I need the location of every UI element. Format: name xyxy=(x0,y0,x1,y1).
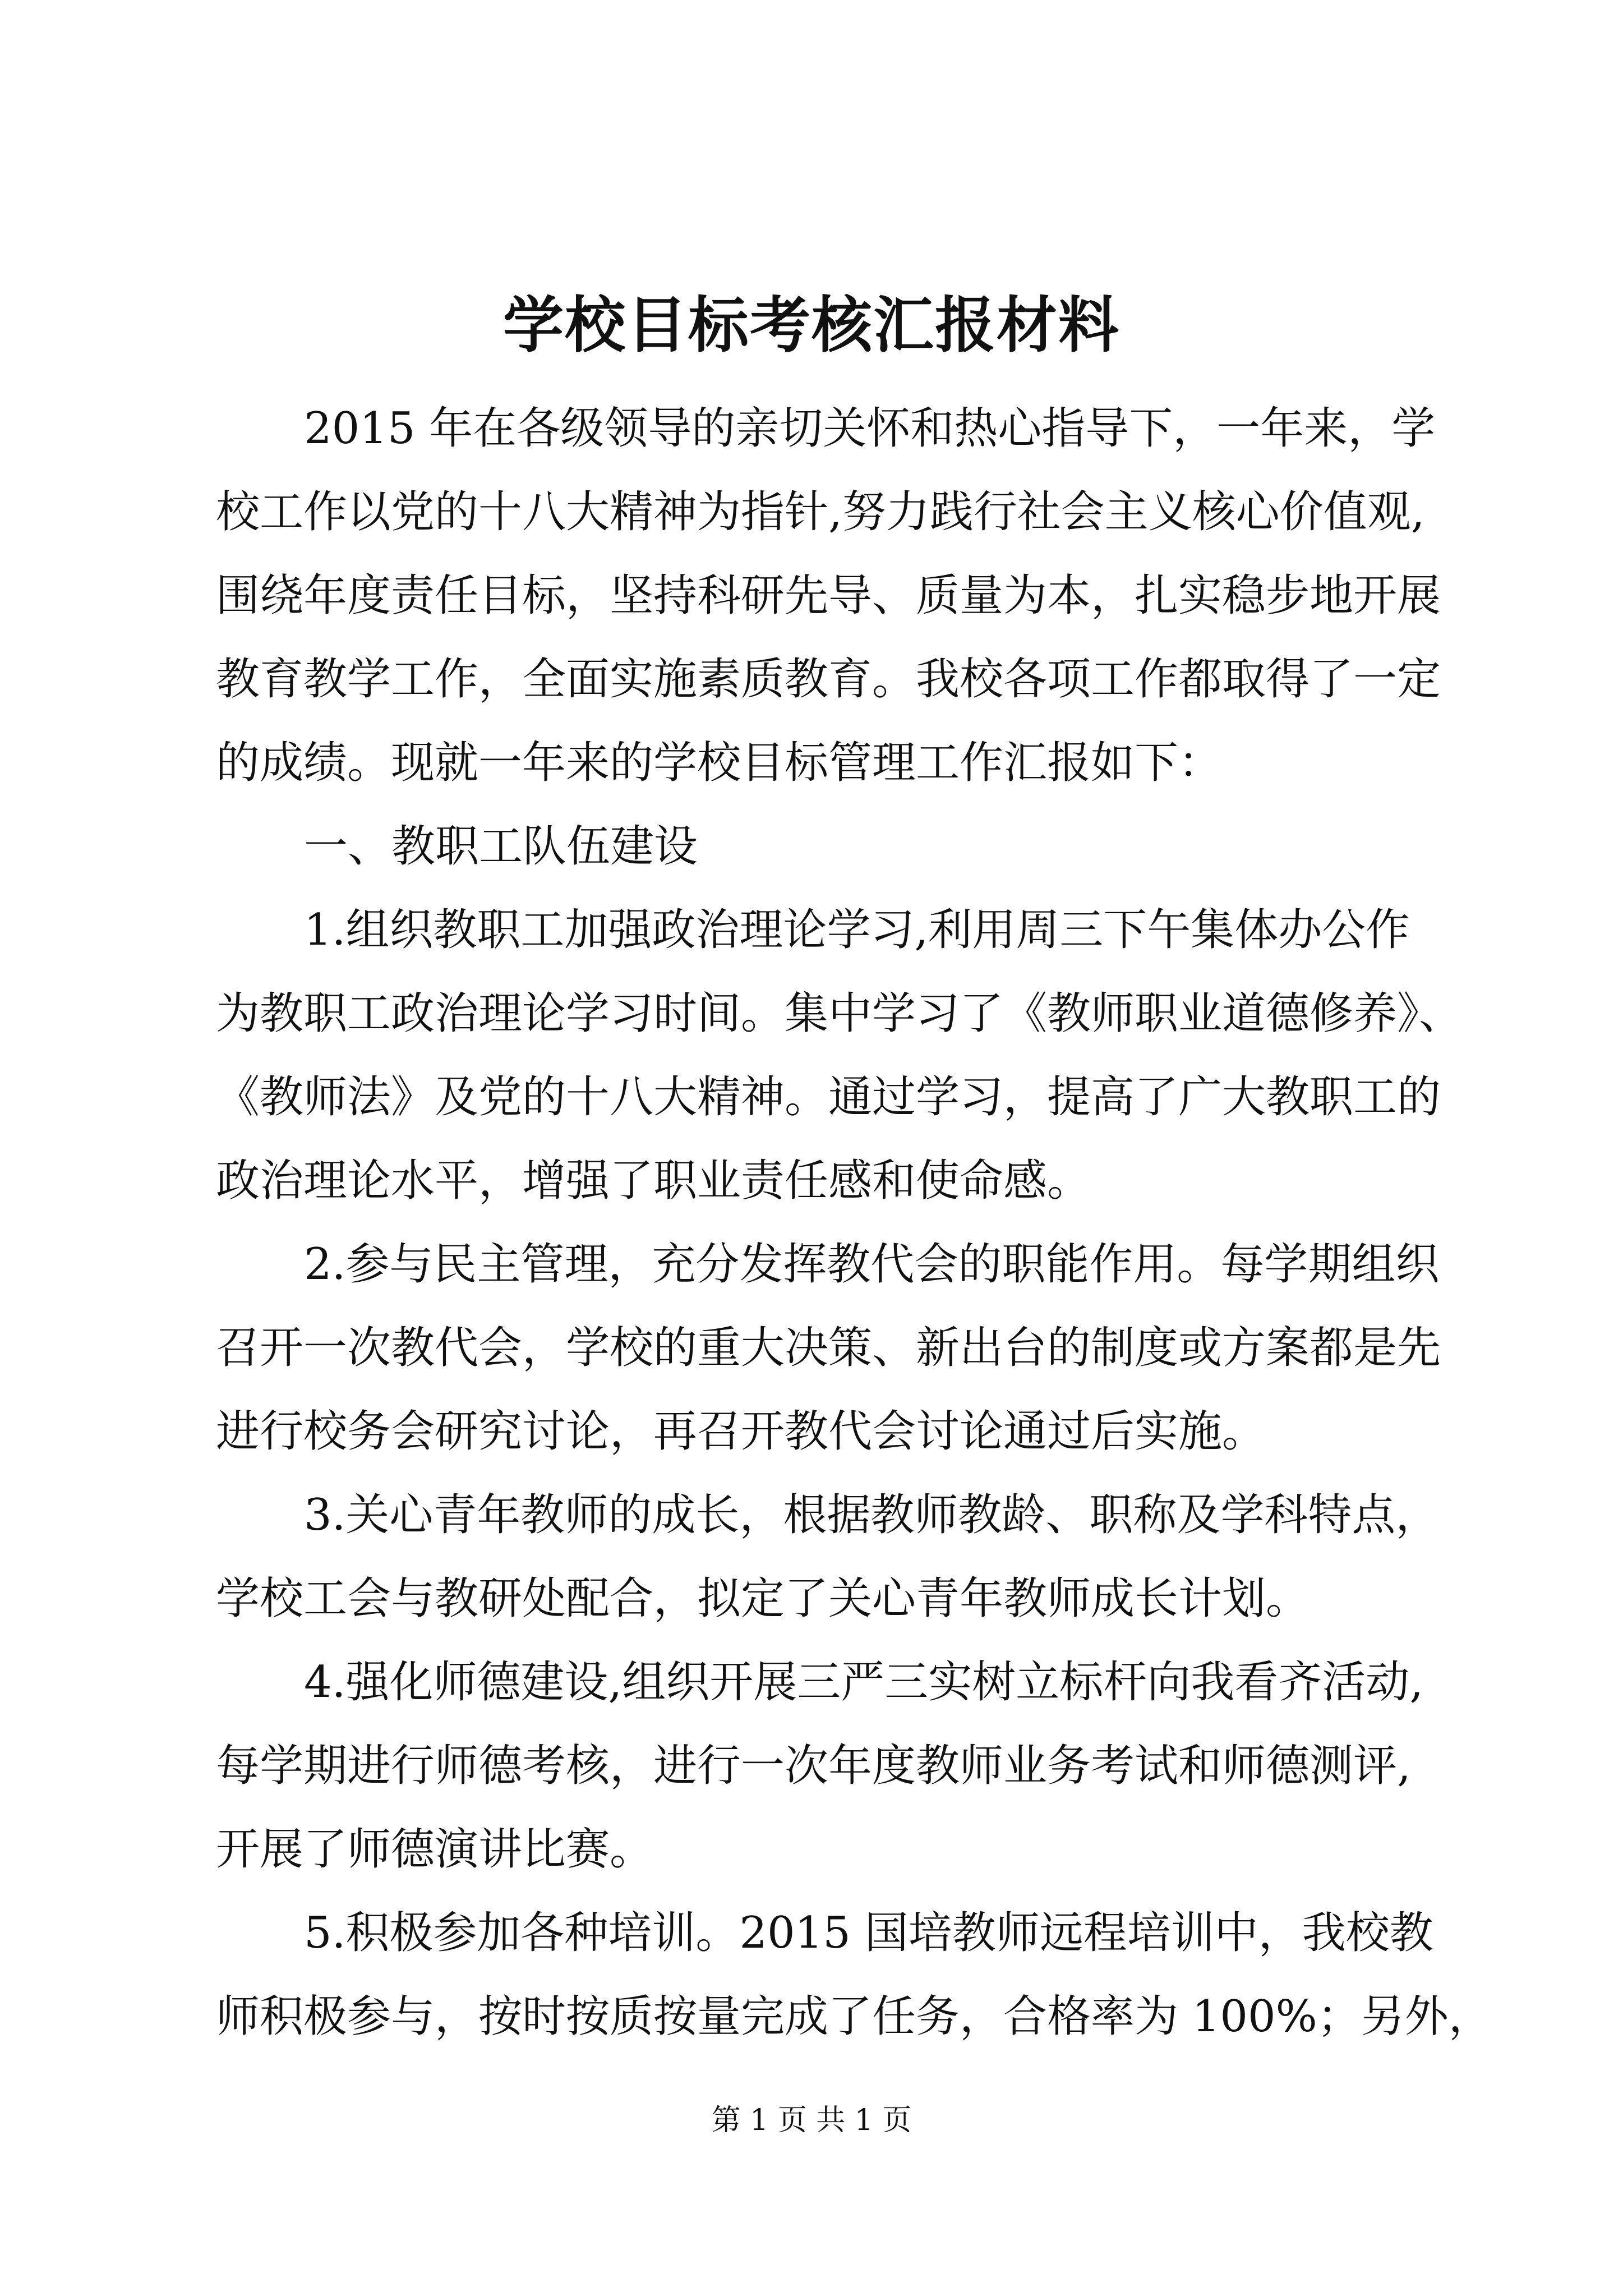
body-line: 3.关心青年教师的成长，根据教师教龄、职称及学科特点， xyxy=(304,1490,1440,1540)
body-line: 政治理论水平，增强了职业责任感和使命感。 xyxy=(216,1156,1091,1206)
body-line: 为教职工政治理论学习时间。集中学习了《教师职业道德修养》、 xyxy=(216,988,1463,1039)
body-line: 围绕年度责任目标，坚持科研先导、质量为本，扎实稳步地开展 xyxy=(216,570,1441,621)
body-line: 2.参与民主管理，充分发挥教代会的职能作用。每学期组织 xyxy=(304,1239,1440,1290)
body-line: 校工作以党的十八大精神为指针,努力践行社会主义核心价值观, xyxy=(216,487,1425,537)
body-line: 教育教学工作，全面实施素质教育。我校各项工作都取得了一定 xyxy=(216,654,1441,705)
document-title: 学校目标考核汇报材料 xyxy=(502,290,1120,361)
body-line: 每学期进行师德考核，进行一次年度教师业务考试和师德测评, xyxy=(216,1741,1411,1791)
body-line: 5.积极参加各种培训。2015 国培教师远程培训中，我校教 xyxy=(304,1908,1433,1958)
body-line: 《教师法》及党的十八大精神。通过学习，提高了广大教职工的 xyxy=(216,1072,1441,1122)
body-line: 1.组织教职工加强政治理论学习,利用周三下午集体办公作 xyxy=(304,905,1410,955)
page-footer: 第 1 页 共 1 页 xyxy=(711,2104,912,2137)
section-heading: 一、教职工队伍建设 xyxy=(304,821,698,872)
body-line: 2015 年在各级领导的亲切关怀和热心指导下，一年来，学 xyxy=(304,403,1436,454)
body-line: 进行校务会研究讨论，再召开教代会讨论通过后实施。 xyxy=(216,1406,1266,1457)
body-line: 学校工会与教研处配合，拟定了关心青年教师成长计划。 xyxy=(216,1573,1310,1624)
body-line: 4.强化师德建设,组织开展三严三实树立标杆向我看齐活动, xyxy=(304,1657,1424,1708)
body-line: 的成绩。现就一年来的学校目标管理工作汇报如下： xyxy=(216,738,1223,788)
body-line: 师积极参与，按时按质按量完成了任务，合格率为 100%；另外， xyxy=(216,1991,1492,2042)
body-line: 开展了师德演讲比赛。 xyxy=(216,1824,654,1875)
document-body xyxy=(216,387,1492,2059)
body-line: 召开一次教代会，学校的重大决策、新出台的制度或方案都是先 xyxy=(216,1323,1441,1373)
